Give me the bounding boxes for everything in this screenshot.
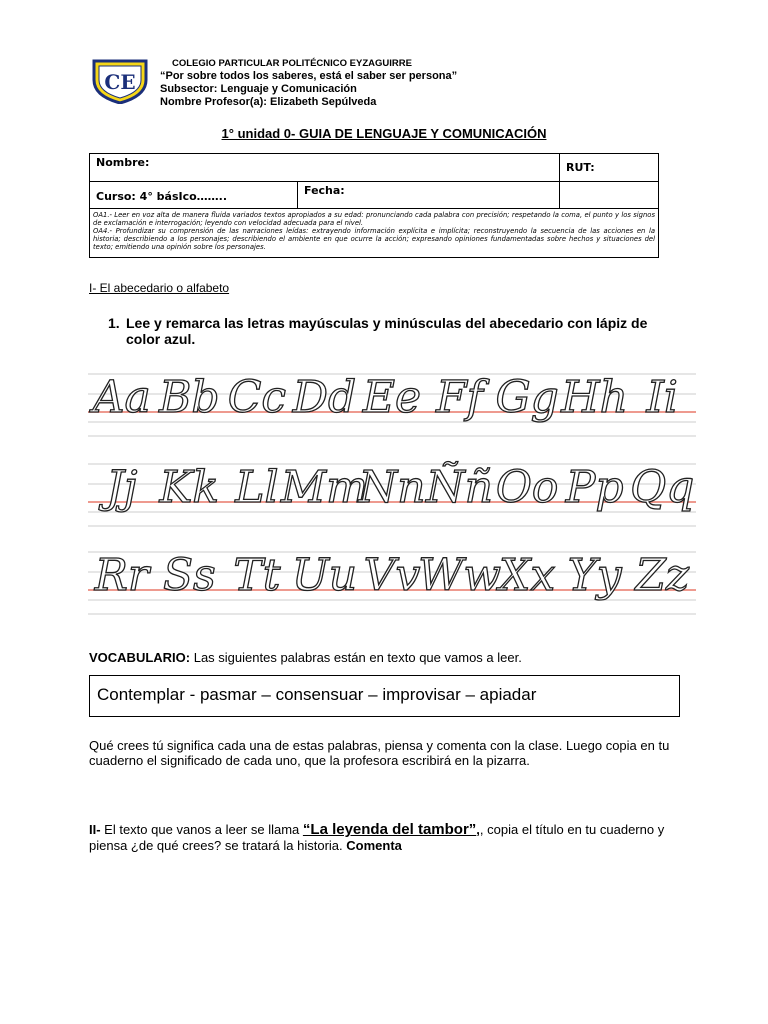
header-block [160, 57, 457, 109]
student-info-table [89, 153, 659, 258]
section2-paragraph [89, 822, 689, 854]
letter-pair: Yy [567, 550, 622, 601]
school-logo [90, 58, 150, 104]
letter-pair: Ññ [426, 462, 493, 513]
school-name: COLEGIO PARTICULAR POLITÉCNICO EYZAGUIRRE [172, 58, 412, 69]
rut-field[interactable]: RUT: [560, 154, 659, 182]
letter-pair: Nn [358, 462, 426, 513]
name-field[interactable]: Nombre: [90, 154, 560, 182]
letter-pair: Uu [291, 550, 358, 601]
letter-pair: Ee [362, 372, 422, 423]
question-1-number: 1. [108, 315, 120, 331]
letter-pair: Dd [292, 372, 357, 423]
section2-label: II- [89, 822, 101, 837]
letter-pair: Ww [418, 550, 502, 601]
letter-pair: Pp [565, 462, 624, 513]
letter-pair: Vv [363, 550, 421, 601]
legend-title: “La leyenda del tambor” [302, 821, 477, 838]
school-motto: “Por sobre todos los saberes, está el saber ser persona” [160, 70, 458, 82]
objective-oa4: OA4.- Profundizar su comprensión de las narraciones leídas: extrayendo información explícita e implícita; reconstruyendo la secuencia de las acciones en la historia; describiendo a los personajes; describiendo el ambiente en que ocurre la acción; expresando opiniones fundamentadas sobre hechos y situaciones del texto; emitiendo una opinión sobre los personajes. [93, 227, 655, 251]
section1-heading: I- El abecedario o alfabeto [89, 281, 230, 295]
letter-pair: Ss [162, 550, 216, 601]
vocabulary-line [89, 650, 522, 665]
vocabulary-box [89, 675, 680, 717]
letter-pair: Cc [227, 372, 287, 423]
logo-lettering: CE [104, 70, 136, 94]
instructions-paragraph: Qué crees tú significa cada una de estas palabras, piensa y comenta con la clase. Luego copia en tu cuaderno el significado de cada uno, que la profesora escribirá en la pizarra. [89, 738, 670, 768]
learning-objectives [90, 209, 659, 258]
course-field: Curso: 4° básIco…….. [90, 182, 298, 209]
letter-pair: Bb [159, 372, 220, 423]
letter-pair: Ii [646, 372, 678, 423]
vocabulary-label: VOCABULARIO: [89, 650, 191, 665]
letter-pair: Xx [499, 550, 556, 601]
teacher-name: Nombre Profesor(a): Elizabeth Sepúlveda [160, 96, 377, 108]
letter-pair: Mm [281, 462, 368, 513]
vocabulary-intro: Las siguientes palabras están en texto que vamos a leer. [190, 650, 522, 665]
comma: , [476, 822, 480, 837]
letter-pair: Tt [233, 550, 281, 601]
letter-pair: Hh [561, 372, 629, 423]
section2-text1: El texto que vanos a leer se llama [100, 822, 303, 837]
letter-pair: Rr [94, 550, 149, 601]
letter-pair: Aa [92, 372, 151, 423]
question-1-text: Lee y remarca las letras mayúsculas y minúsculas del abecedario con lápiz de color azul. [126, 315, 648, 347]
letter-pair: Jj [106, 462, 138, 513]
empty-cell [560, 182, 659, 209]
section2-text2: , copia el título en tu cuaderno y piensa ¿de qué crees? se tratará la historia. [89, 822, 665, 853]
letter-pair: Zz [635, 550, 690, 601]
letter-pair: Gg [495, 372, 559, 423]
page-title: 1° unidad 0- GUIA DE LENGUAJE Y COMUNICACIÓN [221, 126, 547, 141]
letter-pair: Qq [630, 462, 695, 513]
letter-pair: Ll [235, 462, 279, 513]
section2-comment: Comenta [346, 838, 402, 853]
date-field[interactable]: Fecha: [298, 182, 560, 209]
subsector: Subsector: Lenguaje y Comunicación [160, 83, 357, 95]
letter-pair: Kk [159, 462, 220, 513]
objective-oa1: OA1.- Leer en voz alta de manera fluida variados textos apropiados a su edad: pronunciando cada palabra con precisión; respetando la coma, el punto y los signos de exclamación e interrogación; leyendo con velocidad adecuada para el nivel. [93, 211, 655, 227]
cursive-alphabet-image [88, 356, 696, 618]
vocabulary-words: Contemplar - pasmar – consensuar – improvisar – apiadar [97, 685, 537, 704]
letter-pair: Oo [495, 462, 559, 513]
letter-pair: Ff [436, 372, 483, 423]
